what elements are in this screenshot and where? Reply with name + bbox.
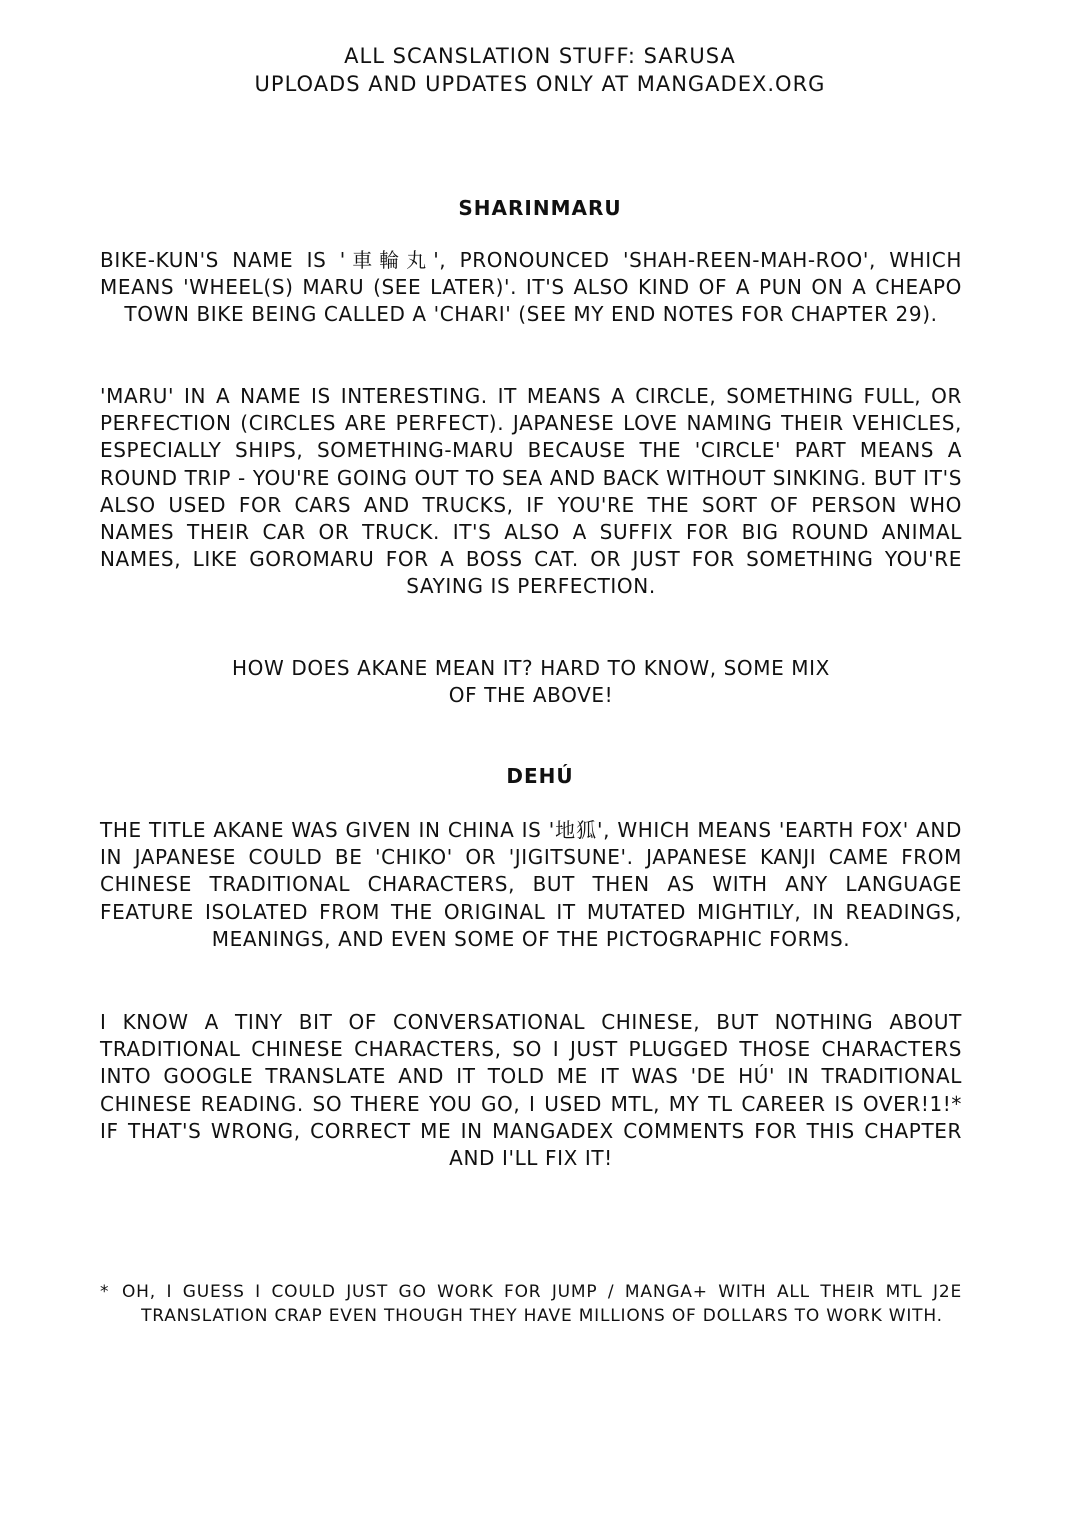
paragraph-bike-kun-name: BIKE-KUN'S NAME IS '車輪丸', PRONOUNCED 'SHAH-REEN-MAH-ROO', WHICH MEANS 'WHEEL(S) MARU (SEE LATER)'. IT'S ALSO KIND OF A PUN ON A CHEAPO TOWN BIKE BEING CALLED A 'CHARI' (SEE MY END NOTES FOR CHAPTER 29). <box>100 248 962 327</box>
paragraph-maru-meaning: 'MARU' IN A NAME IS INTERESTING. IT MEANS A CIRCLE, SOMETHING FULL, OR PERFECTION (CIRCLES ARE PERFECT). JAPANESE LOVE NAMING THEIR VEHICLES, ESPECIALLY SHIPS, SOMETHING-MARU BECAUSE THE 'CIRCLE' PART MEANS A ROUND TRIP - YOU'RE GOING OUT TO SEA AND BACK WITHOUT SINKING. BUT IT'S ALSO USED FOR CARS AND TRUCKS, IF YOU'RE THE SORT OF PERSON WHO NAMES THEIR CAR OR TRUCK. IT'S ALSO A SUFFIX FOR BIG ROUND ANIMAL NAMES, LIKE GOROMARU FOR A BOSS CAT. OR JUST FOR SOMETHING YOU'RE SAYING IS PERFECTION. <box>100 384 962 599</box>
credit-line-scanlator: ALL SCANSLATION STUFF: SARUSA <box>344 44 736 68</box>
footnote-marker: * <box>100 1282 110 1302</box>
footnote-text: OH, I GUESS I COULD JUST GO WORK FOR JUMP / MANGA+ WITH ALL THEIR MTL J2E TRANSLATION CRAP EVEN THOUGH THEY HAVE MILLIONS OF DOLLARS TO WORK WITH. <box>122 1282 962 1326</box>
paragraph-akane-meaning: HOW DOES AKANE MEAN IT? HARD TO KNOW, SOME MIX OF THE ABOVE! <box>232 656 830 708</box>
paragraph-google-translate: I KNOW A TINY BIT OF CONVERSATIONAL CHINESE, BUT NOTHING ABOUT TRADITIONAL CHINESE CHARACTERS, SO I JUST PLUGGED THOSE CHARACTERS INTO GOOGLE TRANSLATE AND IT TOLD ME IT WAS 'DE HÚ' IN TRADITIONAL CHINESE READING. SO THERE YOU GO, I USED MTL, MY TL CAREER IS OVER!1!* IF THAT'S WRONG, CORRECT ME IN MANGADEX COMMENTS FOR THIS CHAPTER AND I'LL FIX IT! <box>100 1010 962 1171</box>
paragraph-earth-fox-title: THE TITLE AKANE WAS GIVEN IN CHINA IS '地狐', WHICH MEANS 'EARTH FOX' AND IN JAPANESE COULD BE 'CHIKO' OR 'JIGITSUNE'. JAPANESE KANJI CAME FROM CHINESE TRADITIONAL CHARACTERS, BUT THEN AS WITH ANY LANGUAGE FEATURE ISOLATED FROM THE ORIGINAL IT MUTATED MIGHTILY, IN READINGS, MEANINGS, AND EVEN SOME OF THE PICTOGRAPHIC FORMS. <box>100 818 962 951</box>
footnote <box>100 1280 962 1328</box>
section-heading-sharinmaru: SHARINMARU <box>458 196 622 220</box>
section-heading-dehu: DEHÚ <box>506 764 574 788</box>
credit-line-uploads: UPLOADS AND UPDATES ONLY AT MANGADEX.ORG <box>254 72 826 96</box>
